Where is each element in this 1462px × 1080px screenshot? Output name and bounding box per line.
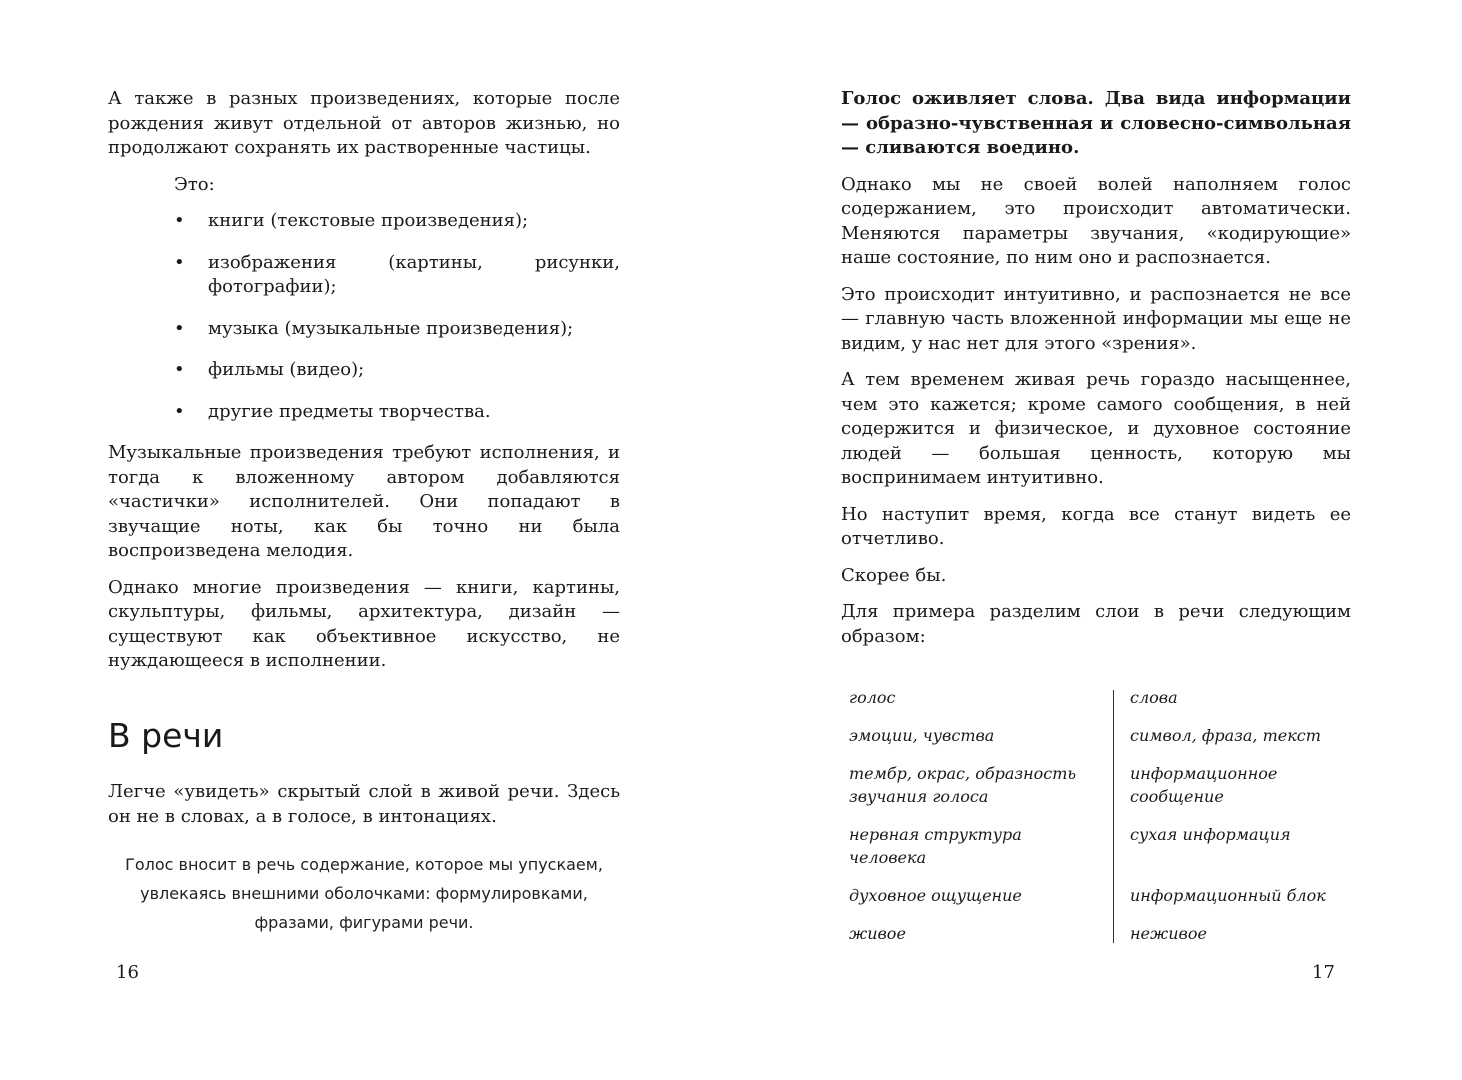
- words-layer-cell: информационный блок: [1130, 886, 1326, 905]
- table-row: [849, 762, 1329, 808]
- paragraph: Однако многие произведения — книги, картины, скульптуры, фильмы, архитектура, дизайн — существуют как объективное искусство, не нуждающееся в исполнении.: [108, 576, 620, 671]
- voice-layer-cell: живое: [849, 924, 906, 943]
- list-intro: Это:: [174, 173, 215, 195]
- right-page: [731, 0, 1462, 1080]
- bold-lead-paragraph: Голос оживляет слова. Два вида информации — образно-чувственная и словесно-символьная — сливаются воедино.: [841, 88, 1351, 158]
- paragraph: Однако мы не своей волей наполняем голос содержанием, это происходит автоматически. Меняются параметры звучания, «кодирующие» наше состояние, по ним оно и распознается.: [841, 173, 1351, 268]
- words-layer-cell: информационное сообщение: [1130, 764, 1278, 806]
- quote-line: фразами, фигурами речи.: [254, 913, 474, 932]
- list-item: [108, 317, 620, 342]
- words-layer-cell: слова: [1130, 688, 1178, 707]
- bullet-icon: •: [174, 210, 185, 231]
- table-row: [849, 724, 1329, 747]
- paragraph: Для примера разделим слои в речи следующим образом:: [841, 601, 1351, 647]
- quote-line: Голос вносит в речь содержание, которое мы упускаем,: [125, 855, 603, 874]
- list-item: [108, 400, 620, 425]
- voice-layer-cell: голос: [849, 688, 896, 707]
- column-divider: [1113, 690, 1114, 943]
- voice-layer-cell: духовное ощущение: [849, 886, 1022, 905]
- list-item-text: музыка (музыкальные произведения);: [208, 317, 574, 339]
- voice-layer-cell: тембр, окрас, образность звучания голоса: [849, 764, 1077, 806]
- list-item-text: фильмы (видео);: [208, 359, 365, 380]
- bullet-icon: •: [174, 400, 185, 422]
- speech-layers-table: [849, 686, 1329, 960]
- bullet-icon: •: [174, 359, 185, 380]
- voice-layer-cell: нервная структура человека: [849, 825, 1022, 867]
- highlighted-quote: [108, 850, 620, 937]
- right-text-column: [841, 87, 1351, 661]
- voice-layer-cell: эмоции, чувства: [849, 726, 995, 745]
- words-layer-cell: символ, фраза, текст: [1130, 726, 1321, 745]
- paragraph: А также в разных произведениях, которые после рождения живут отдельной от авторов жизнью, но продолжают сохранять их растворенные частицы.: [108, 88, 620, 158]
- words-layer-cell: сухая информация: [1130, 825, 1291, 844]
- list-item-text: другие предметы творчества.: [208, 400, 491, 422]
- bullet-icon: •: [174, 317, 185, 339]
- section-heading: В речи: [108, 716, 224, 755]
- words-layer-cell: неживое: [1130, 924, 1207, 943]
- list-item: [108, 358, 620, 383]
- list-item: [108, 251, 620, 300]
- table-row: [849, 823, 1329, 869]
- bullet-icon: •: [174, 251, 185, 273]
- paragraph: Это происходит интуитивно, и распознается не все — главную часть вложенной информации мы еще не видим, у нас нет для этого «зрения».: [841, 283, 1351, 354]
- table-row: [849, 922, 1329, 945]
- list-item-text: книги (текстовые произведения);: [208, 210, 529, 231]
- table-row: [849, 884, 1329, 907]
- paragraph: Музыкальные произведения требуют исполнения, и тогда к вложенному автором добавляются «частички» исполнителей. Они попадают в звучащие ноты, как бы точно ни была воспроизведена мелодия.: [108, 442, 620, 561]
- table-row: [849, 686, 1329, 709]
- quote-line: увлекаясь внешними оболочками: формулировками,: [140, 884, 588, 903]
- left-text-column: [108, 87, 620, 686]
- list-item: [108, 209, 620, 234]
- paragraph: Легче «увидеть» скрытый слой в живой речи. Здесь он не в словах, а в голосе, в интонациях.: [108, 781, 620, 827]
- paragraph: Но наступит время, когда все станут видеть ее отчетливо.: [841, 503, 1351, 549]
- page-number: 16: [116, 962, 139, 983]
- paragraph: А тем временем живая речь гораздо насыщеннее, чем это кажется; кроме самого сообщения, в ней содержится и физическое, и духовное состояние людей — большая ценность, которую мы воспринимаем интуитивно.: [841, 369, 1351, 488]
- paragraph: Скорее бы.: [841, 564, 947, 586]
- creative-works-list: [108, 209, 620, 424]
- list-item-text: изображения (картины, рисунки, фотографии);: [208, 251, 620, 297]
- page-number: 17: [1312, 962, 1335, 983]
